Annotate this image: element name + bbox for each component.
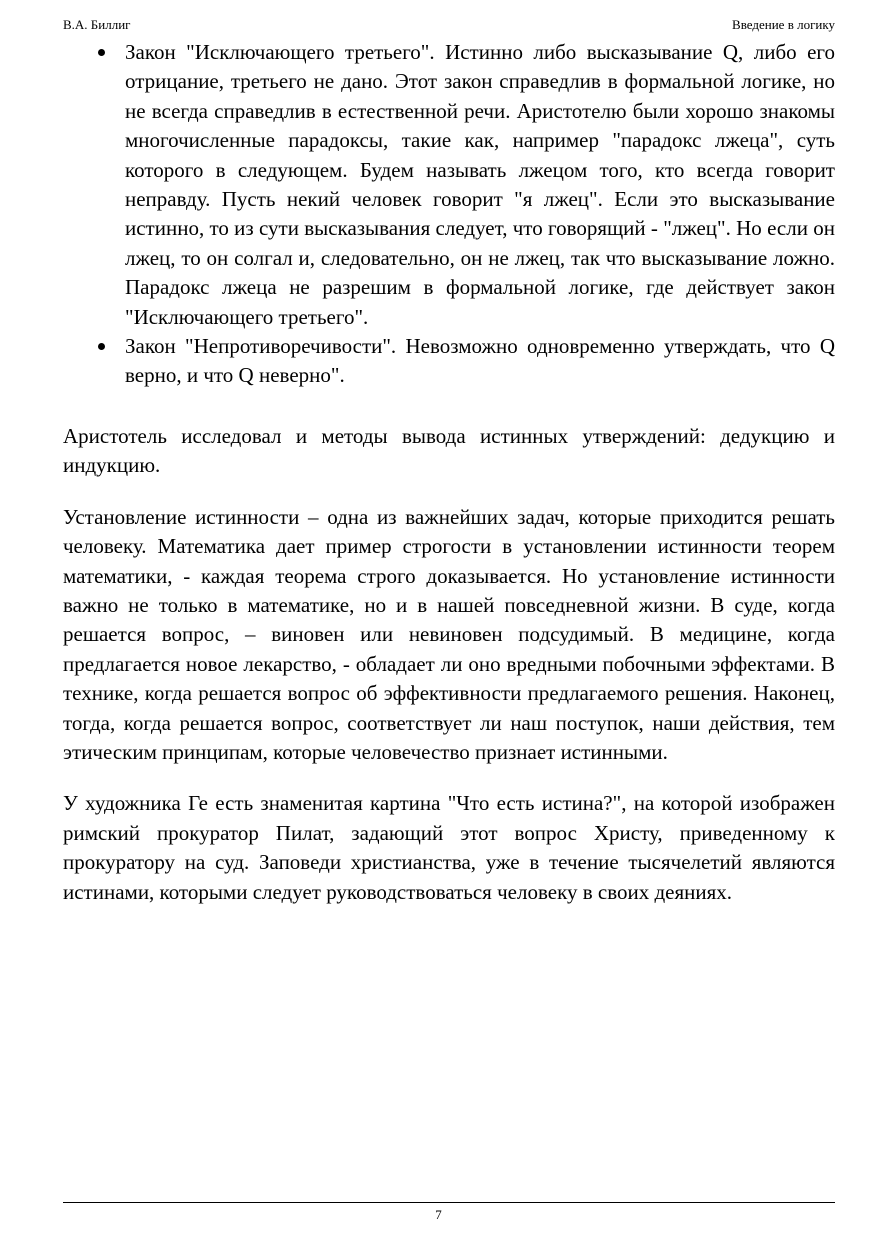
law-list xyxy=(63,38,835,391)
bullet-icon xyxy=(98,49,105,56)
running-header xyxy=(63,16,835,34)
paragraph-methods: Аристотель исследовал и методы вывода истинных утверждений: дедукцию и индукцию. xyxy=(63,423,835,478)
page-body xyxy=(63,38,835,907)
paragraph-truth: Установление истинности – одна из важнейших задач, которые приходится решать человеку. Математика дает пример строгости в установлении истинности теорем математики, - каждая теорема строго доказывается. Но установление истинности важно не только в математике, но и в нашей повседневной жизни. В суде, когда решается вопрос, – виновен или невиновен подсудимый. В медицине, когда предлагается новое лекарство, - обладает ли оно вредными побочными эффектами. В технике, когда решается вопрос об эффективности предлагаемого решения. Наконец, тогда, когда решается вопрос, соответствует ли наш поступок, наши действия, тем этическим принципам, которые человечество признает истинными. xyxy=(63,504,835,764)
list-item-non-contradiction xyxy=(63,332,835,391)
header-author: В.А. Биллиг xyxy=(63,17,131,32)
list-item-text: Закон "Непротиворечивости". Невозможно одновременно утверждать, что Q верно, и что Q неверно". xyxy=(125,334,835,388)
page-number: 7 xyxy=(435,1207,442,1222)
list-item-text: Закон "Исключающего третьего". Истинно либо высказывание Q, либо его отрицание, третьего не дано. Этот закон справедлив в формальной логике, но не всегда справедлив в естественной речи. Аристотелю были хорошо знакомы многочисленные парадоксы, такие как, например "парадокс лжеца", суть которого в следующем. Будем называть лжецом того, кто всегда говорит неправду. Пусть некий человек говорит "я лжец". Если это высказывание истинно, то из сути высказывания следует, что говорящий - "лжец". Но если он лжец, то он солгал и, следовательно, он не лжец, так что высказывание ложно. Парадокс лжеца не разрешим в формальной логике, где действует закон "Исключающего третьего". xyxy=(125,40,835,329)
footer-divider xyxy=(63,1202,835,1203)
bullet-icon xyxy=(98,343,105,350)
header-title: Введение в логику xyxy=(732,17,835,32)
list-item-excluded-middle xyxy=(63,38,835,332)
paragraph-painting: У художника Ге есть знаменитая картина "Что есть истина?", на которой изображен римский прокуратор Пилат, задающий этот вопрос Христу, приведенному к прокуратору на суд. Заповеди христианства, уже в течение тысячелетий являются истинами, которыми следует руководствоваться человеку в своих деяниях. xyxy=(63,791,835,904)
